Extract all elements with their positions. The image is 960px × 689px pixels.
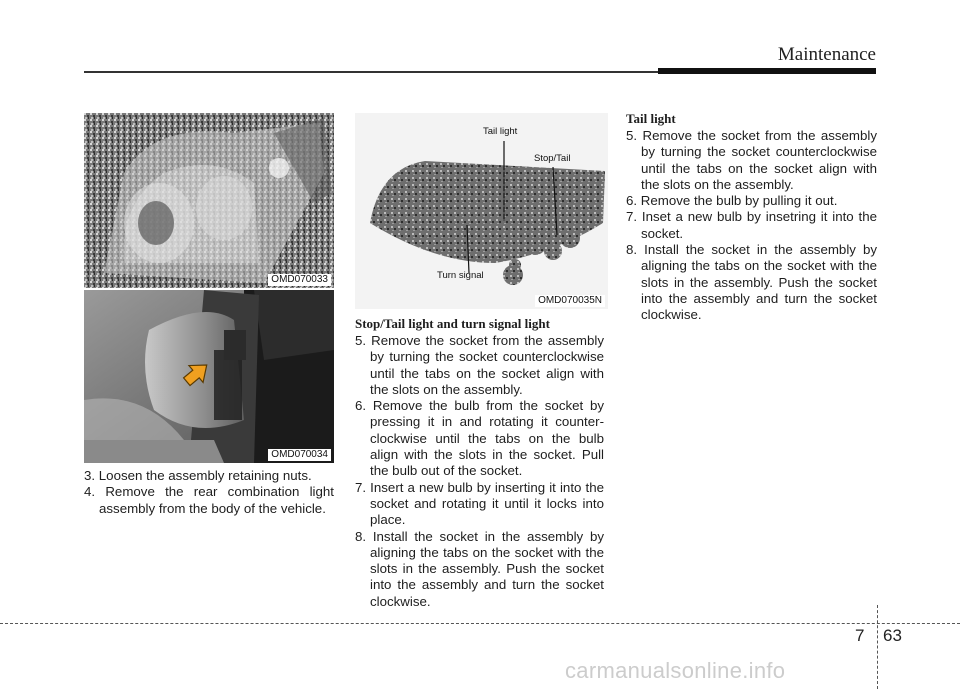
- figure-code: OMD070034: [268, 449, 331, 461]
- step-item: 6. Remove the bulb from the socket by pressing it in and rotating it counter-clockwise until the tabs on the bulb align with the slots in the socket. Pull the bulb out of the socket.: [355, 398, 604, 479]
- tail-light-heading: Tail light: [626, 111, 676, 126]
- section-title: Maintenance: [777, 44, 876, 65]
- step-item: 7. Inset a new bulb by insetring it into the socket.: [626, 209, 877, 241]
- step-item: 6. Remove the bulb by pulling it out.: [626, 193, 838, 209]
- page-number: 63: [883, 626, 902, 645]
- column-1-steps: [84, 468, 334, 517]
- column-3-steps: [626, 128, 877, 324]
- step-item: 5. Remove the socket from the assembly by turning the socket counterclockwise until the tabs on the socket align with the slots on the assembly.: [626, 128, 877, 192]
- rear-lamp-interior-image: [84, 113, 334, 288]
- figure-trunk-view: [84, 290, 334, 463]
- figure-rear-lamp-interior: [84, 113, 334, 288]
- callout-turn-signal: Turn signal: [437, 270, 484, 281]
- step-item: 8. Install the socket in the assembly by aligning the tabs on the socket with the slots in the assembly. Push the socket into the assembly and turn the socket clockwise.: [355, 528, 604, 609]
- footer-divider: [877, 605, 878, 689]
- step-item: 3. Loosen the assembly retaining nuts.: [84, 468, 312, 483]
- step-item: 8. Install the socket in the assembly by aligning the tabs on the socket with the slots in the assembly. Push the socket into the assembly and turn the socket clockwise.: [626, 242, 877, 323]
- step-item: 5. Remove the socket from the assembly by turning the socket counterclockwise until the tabs on the socket align with the slots on the assembly.: [355, 333, 604, 397]
- header-rule-accent: [658, 68, 876, 74]
- chapter-number: 7: [855, 626, 865, 645]
- column-2-steps: [355, 333, 604, 610]
- figure-code: OMD070035N: [535, 295, 605, 307]
- figure-rear-lamp-bulbs: [355, 113, 608, 309]
- step-item: 4. Remove the rear combination light assembly from the body of the vehicle.: [84, 484, 334, 516]
- watermark-link[interactable]: carmanualsonline.info: [565, 658, 786, 683]
- trunk-view-image: [84, 290, 334, 463]
- figure-code: OMD070033: [268, 274, 331, 286]
- footer-rule: [0, 623, 960, 624]
- callout-stop-tail: Stop/Tail: [534, 153, 571, 164]
- callout-tail-light: Tail light: [483, 126, 518, 137]
- step-item: 7. Insert a new bulb by inserting it into the socket and rotating it until it locks into place.: [355, 479, 604, 528]
- stop-tail-heading: Stop/Tail light and turn signal light: [355, 316, 550, 331]
